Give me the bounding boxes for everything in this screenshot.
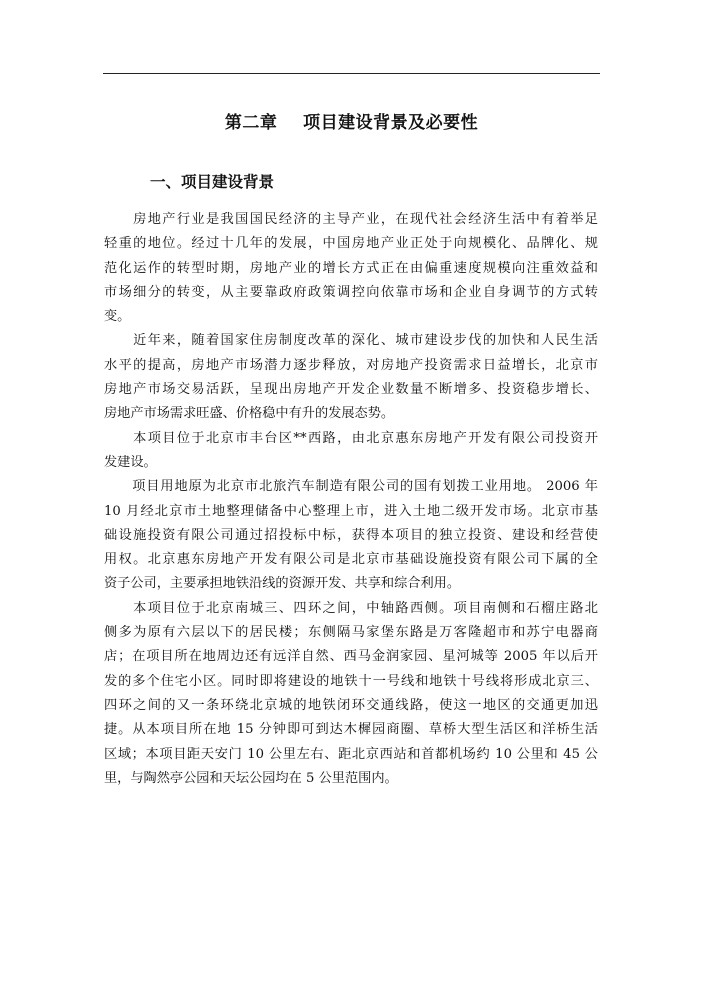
paragraph-line: 捷。从本项目所在地 15 分钟即可到达木樨园商圈、草桥大型生活区和洋桥生活 [104,722,598,738]
paragraph-line: 用权。北京惠东房地产开发有限公司是北京市基础设施投资有限公司下属的全 [104,552,598,568]
paragraph-line: 本项目位于北京市丰台区**西路，由北京惠东房地产开发有限公司投资开 [104,430,598,446]
paragraph-line: 店；在项目所在地周边还有远洋自然、西马金润家园、星河城等 2005 年以后开 [104,649,598,665]
paragraph [104,329,598,426]
section-heading: 一、项目建设背景 [150,172,275,191]
paragraph-line: 里，与陶然亭公园和天坛公园均在 5 公里范围内。 [104,770,398,786]
paragraph-line: 变。 [104,309,131,325]
paragraph-line: 10 月经北京市土地整理储备中心整理上市，进入土地二级开发市场。北京市基 [104,503,598,519]
paragraph [104,475,598,596]
header-rule [103,73,600,74]
paragraph-line: 资子公司，主要承担地铁沿线的资源开发、共享和综合利用。 [104,576,461,592]
paragraph [104,208,598,329]
paragraph-line: 房地产市场交易活跃，呈现出房地产开发企业数量不断增多、投资稳步增长、 [104,382,598,398]
paragraph [104,597,598,791]
paragraph-line: 区域；本项目距天安门 10 公里左右、距北京西站和首都机场约 10 公里和 45 公 [104,746,598,762]
paragraph-line: 发的多个住宅小区。同时即将建设的地铁十一号线和地铁十号线将形成北京三、 [104,673,598,689]
paragraph [104,427,598,476]
paragraph-line: 四环之间的又一条环绕北京城的地铁闭环交通线路，使这一地区的交通更加迅 [104,697,598,713]
paragraph-line: 市场细分的转变，从主要靠政府政策调控向依靠市场和企业自身调节的方式转 [104,284,598,300]
paragraph-line: 发建设。 [104,454,157,470]
paragraph-line: 本项目位于北京南城三、四环之间，中轴路西侧。项目南侧和石榴庄路北 [104,600,598,616]
paragraph-line: 水平的提高，房地产市场潜力逐步释放，对房地产投资需求日益增长，北京市 [104,357,598,373]
paragraph-line: 范化运作的转型时期，房地产业的增长方式正在由偏重速度规模向注重效益和 [104,260,598,276]
paragraph-line: 侧多为原有六层以下的居民楼；东侧隔马家堡东路是万客隆超市和苏宁电器商 [104,625,598,641]
paragraph-line: 房地产行业是我国国民经济的主导产业，在现代社会经济生活中有着举足 [104,212,598,227]
paragraph-line: 轻重的地位。经过十几年的发展，中国房地产业正处于向规模化、品牌化、规 [104,236,598,252]
body-text [104,208,598,791]
paragraph-line: 近年来，随着国家住房制度改革的深化、城市建设步伐的加快和人民生活 [104,333,598,349]
paragraph-line: 房地产市场需求旺盛、价格稳中有升的发展态势。 [104,406,395,422]
chapter-title: 第二章 项目建设背景及必要性 [224,113,479,133]
paragraph-line: 础设施投资有限公司通过招投标中标，获得本项目的独立投资、建设和经营使 [104,527,598,543]
paragraph-line: 项目用地原为北京市北旅汽车制造有限公司的国有划拨工业用地。 2006 年 [104,479,598,495]
